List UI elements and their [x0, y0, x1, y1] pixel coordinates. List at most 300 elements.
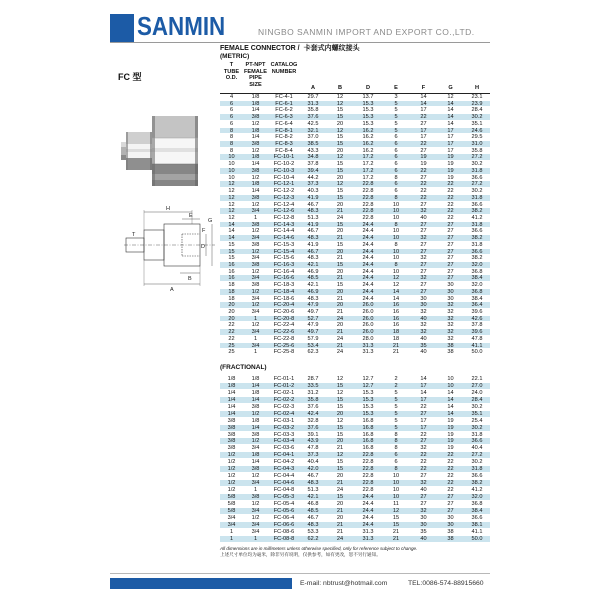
cell-dim-b: 20 [336, 438, 344, 445]
cell-dim-h: 27.0 [471, 382, 483, 389]
cell-tube-od: 6 [229, 114, 234, 121]
cell-dim-g: 10 [447, 382, 454, 389]
table-row [220, 215, 490, 222]
cell-tube-od: 1/4 [227, 410, 236, 417]
cell-catalog-number: FC-6-4 [275, 120, 293, 127]
table-row [220, 262, 490, 269]
cell-dim-b: 15 [336, 261, 344, 268]
cell-dim-h: 36.6 [471, 438, 483, 445]
cell-dim-b: 15 [336, 424, 344, 431]
cell-tube-od: 1/4 [227, 403, 236, 410]
cell-dim-a: 46.7 [307, 201, 319, 208]
table-row [220, 228, 490, 235]
table-row [220, 134, 490, 141]
cell-dim-e: 8 [394, 431, 398, 438]
cell-dim-g: 22 [447, 452, 454, 459]
table-row [220, 275, 490, 282]
table-row [220, 494, 490, 501]
cell-dim-d: 24.4 [362, 241, 374, 248]
cell-tube-od: 20 [228, 302, 235, 309]
cell-dim-b: 12 [336, 154, 344, 161]
table-row [220, 282, 490, 289]
cell-dim-e: 6 [394, 147, 398, 154]
header-dim-f: F [421, 85, 426, 92]
cell-pipe-size: 3/8 [251, 241, 260, 248]
cell-dim-b: 12 [336, 94, 344, 100]
header-line: T [229, 62, 234, 68]
cell-tube-od: 10 [228, 154, 235, 161]
cell-catalog-number: FC-8-3 [275, 141, 293, 148]
cell-dim-d: 15.3 [362, 389, 374, 396]
cell-dim-h: 36.6 [471, 514, 483, 521]
cell-dim-d: 16.2 [362, 141, 374, 148]
cell-dim-h: 38.2 [471, 255, 483, 262]
cell-dim-b: 20 [336, 514, 344, 521]
cell-catalog-number: FC-18-4 [273, 288, 295, 295]
cell-dim-g: 22 [447, 480, 454, 487]
cell-tube-od: 8 [229, 134, 234, 141]
cell-dim-a: 48.3 [307, 480, 319, 487]
cell-pipe-size: 1/2 [251, 268, 260, 275]
cell-dim-b: 21 [336, 275, 344, 282]
cell-dim-e: 6 [394, 181, 398, 188]
cell-dim-d: 15.3 [362, 410, 374, 417]
cell-pipe-size: 1/8 [251, 452, 260, 459]
cell-dim-e: 16 [392, 302, 400, 309]
cell-catalog-number: FC-04-2 [273, 459, 295, 466]
cell-catalog-number: FC-02-1 [273, 389, 295, 396]
cell-dim-f: 27 [420, 221, 427, 228]
cell-dim-b: 12 [336, 389, 344, 396]
cell-dim-a: 32.1 [307, 127, 319, 134]
cell-dim-b: 15 [336, 188, 344, 195]
cell-catalog-number: FC-12-1 [273, 181, 295, 188]
cell-catalog-number: FC-22-8 [273, 335, 295, 342]
cell-tube-od: 15 [228, 248, 235, 255]
fractional-table [220, 376, 490, 543]
cell-pipe-size: 3/8 [251, 431, 260, 438]
cell-dim-h: 35.8 [471, 147, 483, 154]
cell-dim-e: 8 [394, 261, 398, 268]
cell-pipe-size: 1/2 [251, 288, 260, 295]
cell-pipe-size: 3/4 [251, 480, 260, 487]
cell-dim-a: 42.5 [307, 120, 319, 127]
table-row [220, 296, 490, 303]
cell-dim-g: 32 [447, 322, 454, 329]
cell-dim-d: 15.3 [362, 403, 374, 410]
cell-dim-a: 41.9 [307, 221, 319, 228]
cell-dim-d: 24.4 [362, 514, 374, 521]
cell-pipe-size: 1/8 [251, 389, 260, 396]
cell-dim-b: 20 [336, 120, 344, 127]
table-row [220, 302, 490, 309]
cell-dim-b: 21 [336, 329, 344, 336]
table-row [220, 432, 490, 439]
table-row [220, 336, 490, 343]
cell-tube-od: 12 [228, 214, 235, 221]
cell-pipe-size: 1/8 [251, 94, 260, 100]
cell-dim-g: 22 [447, 214, 454, 221]
cell-dim-a: 49.7 [307, 309, 319, 315]
table-row [220, 501, 490, 508]
cell-dim-f: 40 [420, 315, 427, 322]
cell-catalog-number: FC-12-3 [273, 194, 295, 201]
cell-dim-d: 16.8 [362, 431, 374, 438]
footer-divider [110, 573, 490, 574]
cell-dim-b: 21 [336, 235, 344, 242]
cell-dim-f: 22 [420, 194, 427, 201]
table-row [220, 529, 490, 536]
cell-dim-a: 53.3 [307, 528, 319, 535]
cell-dim-e: 5 [394, 424, 398, 431]
cell-dim-b: 15 [336, 114, 344, 121]
cell-dim-e: 8 [394, 174, 398, 181]
table-row [220, 473, 490, 480]
cell-dim-h: 30.2 [471, 403, 483, 410]
cell-dim-e: 6 [394, 161, 398, 168]
cell-dim-f: 30 [420, 521, 427, 528]
cell-catalog-number: FC-05-3 [273, 493, 295, 500]
cell-dim-h: 42.6 [471, 315, 483, 322]
cell-dim-f: 30 [420, 514, 427, 521]
table-row [220, 316, 490, 323]
cell-pipe-size: 3/4 [251, 208, 260, 215]
cell-dim-e: 11 [393, 500, 399, 507]
cell-dim-h: 35.1 [471, 120, 483, 127]
cell-dim-d: 24.4 [362, 248, 374, 255]
cell-dim-h: 23.9 [471, 100, 483, 107]
cell-dim-d: 13.7 [362, 94, 374, 100]
cell-dim-b: 21 [336, 521, 344, 528]
cell-dim-b: 15 [336, 194, 344, 201]
cell-dim-d: 24.4 [362, 493, 374, 500]
cell-dim-d: 22.8 [362, 181, 374, 188]
dim-label-a: A [170, 287, 174, 293]
cell-pipe-size: 1/8 [251, 154, 260, 161]
table-row [220, 438, 490, 445]
header-dim-d: D [365, 85, 371, 92]
cell-catalog-number: FC-8-1 [275, 127, 293, 134]
cell-dim-h: 36.6 [471, 248, 483, 255]
cell-dim-a: 33.5 [307, 382, 319, 389]
cell-catalog-number: FC-05-4 [273, 500, 295, 507]
cell-dim-b: 20 [336, 302, 344, 309]
cell-dim-a: 46.8 [307, 500, 319, 507]
cell-dim-d: 17.2 [362, 154, 374, 161]
cell-dim-b: 15 [336, 241, 344, 248]
cell-dim-d: 31.3 [362, 342, 374, 349]
cell-dim-f: 40 [420, 487, 427, 493]
cell-tube-od: 10 [228, 174, 235, 181]
cell-dim-h: 36.8 [471, 500, 483, 507]
cell-dim-g: 17 [447, 147, 454, 154]
cell-dim-e: 16 [392, 322, 400, 329]
cell-pipe-size: 3/8 [251, 282, 260, 289]
cell-dim-b: 15 [336, 141, 344, 148]
cell-dim-b: 20 [336, 174, 344, 181]
cell-tube-od: 22 [228, 329, 235, 336]
cell-dim-f: 22 [420, 167, 427, 174]
cell-dim-h: 41.1 [471, 342, 483, 349]
cell-dim-h: 50.0 [471, 535, 483, 542]
cell-dim-e: 21 [392, 528, 400, 535]
cell-dim-g: 19 [447, 438, 454, 445]
table-row [220, 349, 490, 356]
cell-dim-b: 15 [336, 382, 344, 389]
cell-pipe-size: 3/8 [251, 493, 260, 500]
cell-dim-b: 20 [336, 248, 344, 255]
cell-dim-g: 32 [447, 309, 454, 315]
cell-dim-e: 8 [394, 194, 398, 201]
cell-catalog-number: FC-02-4 [273, 410, 295, 417]
cell-catalog-number: FC-12-6 [273, 208, 295, 215]
cell-dim-f: 17 [420, 107, 427, 114]
cell-dim-h: 38.4 [471, 295, 483, 302]
cell-dim-b: 20 [336, 410, 344, 417]
cell-dim-f: 32 [420, 255, 427, 262]
cell-pipe-size: 3/4 [251, 309, 260, 315]
cell-catalog-number: FC-10-2 [273, 161, 295, 168]
cell-dim-e: 15 [392, 521, 400, 528]
cell-dim-d: 24.4 [362, 268, 374, 275]
cell-tube-od: 15 [228, 255, 235, 262]
cell-dim-e: 10 [392, 208, 400, 215]
cell-dim-f: 32 [420, 445, 427, 452]
cell-tube-od: 20 [228, 315, 235, 322]
cell-dim-g: 32 [447, 315, 454, 322]
cell-dim-a: 48.3 [307, 295, 319, 302]
dim-label-e: E [189, 213, 193, 219]
cell-pipe-size: 3/4 [251, 235, 260, 242]
cell-dim-e: 8 [394, 445, 398, 452]
cell-dim-h: 27.2 [471, 181, 483, 188]
cell-pipe-size: 1/2 [251, 201, 260, 208]
cell-dim-h: 38.1 [471, 521, 483, 528]
cell-dim-e: 12 [392, 282, 400, 289]
cell-dim-b: 20 [336, 201, 344, 208]
cell-pipe-size: 3/4 [251, 507, 260, 514]
cell-dim-e: 5 [394, 396, 398, 403]
cell-dim-h: 41.2 [471, 214, 483, 221]
cell-catalog-number: FC-20-4 [273, 302, 295, 309]
cell-tube-od: 1/2 [227, 459, 236, 466]
cell-catalog-number: FC-25-8 [273, 349, 295, 356]
footnote-en: All dimensions are in millimeters unless otherwise specified, only for reference subject to change. [220, 546, 418, 551]
cell-dim-f: 27 [420, 201, 427, 208]
cell-dim-g: 27 [447, 248, 454, 255]
cell-dim-f: 22 [420, 459, 427, 466]
cell-catalog-number: FC-03-6 [273, 445, 295, 452]
cell-catalog-number: FC-12-8 [273, 214, 295, 221]
cell-dim-e: 12 [392, 507, 400, 514]
cell-dim-b: 21 [336, 342, 344, 349]
cell-pipe-size: 3/8 [251, 194, 260, 201]
cell-dim-e: 6 [394, 154, 398, 161]
company-name: NINGBO SANMIN IMPORT AND EXPORT CO.,LTD. [258, 27, 475, 37]
cell-dim-g: 14 [447, 410, 454, 417]
cell-catalog-number: FC-15-3 [273, 241, 295, 248]
cell-dim-a: 43.9 [307, 438, 319, 445]
cell-dim-g: 22 [447, 487, 454, 493]
header-dim-e: E [394, 85, 398, 92]
cell-dim-a: 40.4 [307, 459, 319, 466]
cell-tube-od: 3/8 [227, 445, 236, 452]
cell-pipe-size: 1/8 [251, 417, 260, 424]
cell-dim-f: 27 [420, 268, 427, 275]
cell-dim-e: 5 [394, 127, 398, 134]
cell-pipe-size: 3/8 [251, 466, 260, 473]
cell-pipe-size: 1/8 [251, 376, 260, 382]
cell-dim-f: 32 [420, 275, 427, 282]
cell-dim-a: 37.8 [307, 161, 319, 168]
cell-dim-g: 22 [447, 459, 454, 466]
cell-catalog-number: FC-04-6 [273, 480, 295, 487]
cell-dim-h: 32.0 [471, 282, 483, 289]
cell-dim-h: 27.2 [471, 452, 483, 459]
cell-catalog-number: FC-15-6 [273, 255, 295, 262]
cell-dim-h: 25.4 [471, 417, 483, 424]
cell-dim-g: 32 [447, 302, 454, 309]
cell-tube-od: 14 [228, 221, 235, 228]
cell-pipe-size: 3/8 [251, 114, 260, 121]
cell-dim-g: 14 [447, 114, 454, 121]
cell-catalog-number: FC-20-6 [273, 309, 295, 315]
cell-pipe-size: 1 [253, 535, 258, 542]
cell-dim-h: 30.2 [471, 188, 483, 195]
cell-dim-g: 14 [447, 107, 454, 114]
cell-dim-e: 16 [392, 315, 400, 322]
cell-dim-g: 22 [447, 473, 454, 480]
cell-dim-b: 15 [336, 282, 344, 289]
cell-dim-h: 40.4 [471, 445, 483, 452]
cell-tube-od: 12 [228, 194, 235, 201]
cell-dim-g: 27 [447, 268, 454, 275]
cell-dim-h: 38.4 [471, 507, 483, 514]
cell-dim-g: 17 [447, 141, 454, 148]
cell-dim-a: 42.1 [307, 282, 319, 289]
cell-dim-b: 12 [336, 181, 344, 188]
cell-tube-od: 5/8 [227, 500, 236, 507]
cell-pipe-size: 3/8 [251, 167, 260, 174]
header-dim-h: H [474, 85, 480, 92]
cell-dim-h: 30.2 [471, 459, 483, 466]
metric-table [220, 94, 490, 356]
dim-label-d: D [201, 244, 205, 250]
cell-pipe-size: 1 [253, 349, 258, 356]
cell-dim-a: 46.7 [307, 228, 319, 235]
cell-dim-a: 57.9 [307, 335, 319, 342]
header-catalog-number [268, 62, 300, 93]
cell-dim-e: 2 [394, 382, 398, 389]
cell-dim-d: 16.2 [362, 134, 374, 141]
cell-tube-od: 6 [229, 100, 234, 107]
table-row [220, 522, 490, 529]
cell-catalog-number: FC-22-4 [273, 322, 295, 329]
cell-dim-h: 39.6 [471, 309, 483, 315]
table-row [220, 508, 490, 515]
cell-pipe-size: 3/4 [251, 255, 260, 262]
cell-dim-d: 31.3 [362, 535, 374, 542]
cell-dim-f: 27 [420, 500, 427, 507]
cell-dim-d: 17.2 [362, 167, 374, 174]
cell-dim-e: 5 [394, 100, 398, 107]
type-label: FC 型 [118, 72, 142, 82]
cell-dim-d: 17.2 [362, 174, 374, 181]
header-line: CATALOG [270, 62, 298, 68]
cell-pipe-size: 3/8 [251, 261, 260, 268]
cell-dim-d: 22.8 [362, 188, 374, 195]
metric-label: (METRIC) [220, 53, 250, 60]
cell-dim-g: 30 [447, 521, 454, 528]
cell-dim-f: 40 [420, 349, 427, 356]
cell-dim-g: 22 [447, 181, 454, 188]
cell-catalog-number: FC-01-2 [273, 382, 295, 389]
cell-dim-f: 40 [420, 214, 427, 221]
cell-dim-a: 42.0 [307, 466, 319, 473]
fractional-label: (FRACTIONAL) [220, 364, 267, 371]
cell-dim-g: 38 [447, 342, 454, 349]
table-row [220, 242, 490, 249]
cell-dim-d: 22.8 [362, 194, 374, 201]
cell-dim-e: 21 [392, 342, 400, 349]
cell-dim-g: 22 [447, 208, 454, 215]
cell-catalog-number: FC-04-1 [273, 452, 295, 459]
cell-dim-h: 31.8 [471, 167, 483, 174]
cell-catalog-number: FC-14-3 [273, 221, 295, 228]
cell-dim-d: 24.4 [362, 521, 374, 528]
cell-dim-f: 40 [420, 335, 427, 342]
cell-dim-f: 27 [420, 248, 427, 255]
cell-dim-e: 8 [394, 438, 398, 445]
table-row [220, 235, 490, 242]
cell-dim-g: 27 [447, 241, 454, 248]
cell-dim-a: 47.9 [307, 322, 319, 329]
cell-dim-h: 31.8 [471, 241, 483, 248]
cell-dim-d: 24.4 [362, 221, 374, 228]
cell-dim-f: 27 [420, 473, 427, 480]
cell-catalog-number: FC-12-4 [273, 201, 295, 208]
cell-dim-f: 32 [420, 507, 427, 514]
cell-tube-od: 3/8 [227, 424, 236, 431]
brand-color-block [110, 14, 134, 42]
cell-dim-b: 15 [336, 221, 344, 228]
header-line: PIPE [249, 75, 262, 82]
cell-dim-g: 22 [447, 188, 454, 195]
table-row [220, 289, 490, 296]
cell-catalog-number: FC-6-1 [275, 100, 293, 107]
cell-dim-d: 22.8 [362, 208, 374, 215]
cell-tube-od: 10 [228, 161, 235, 168]
cell-dim-b: 12 [336, 452, 344, 459]
cell-dim-a: 48.3 [307, 208, 319, 215]
cell-catalog-number: FC-08-8 [273, 535, 295, 542]
cell-dim-h: 29.5 [471, 134, 483, 141]
cell-dim-h: 41.1 [471, 528, 483, 535]
cell-catalog-number: FC-01-1 [273, 376, 295, 382]
cell-tube-od: 18 [228, 282, 235, 289]
cell-dim-h: 23.1 [471, 94, 483, 100]
cell-dim-d: 15.3 [362, 114, 374, 121]
cell-dim-d: 24.4 [362, 288, 374, 295]
cell-dim-d: 28.0 [362, 335, 374, 342]
table-row [220, 168, 490, 175]
cell-dim-f: 22 [420, 452, 427, 459]
cell-tube-od: 18 [228, 295, 235, 302]
cell-dim-e: 6 [394, 134, 398, 141]
cell-dim-a: 42.4 [307, 410, 319, 417]
cell-dim-h: 24.0 [471, 389, 483, 396]
cell-dim-e: 12 [392, 275, 400, 282]
